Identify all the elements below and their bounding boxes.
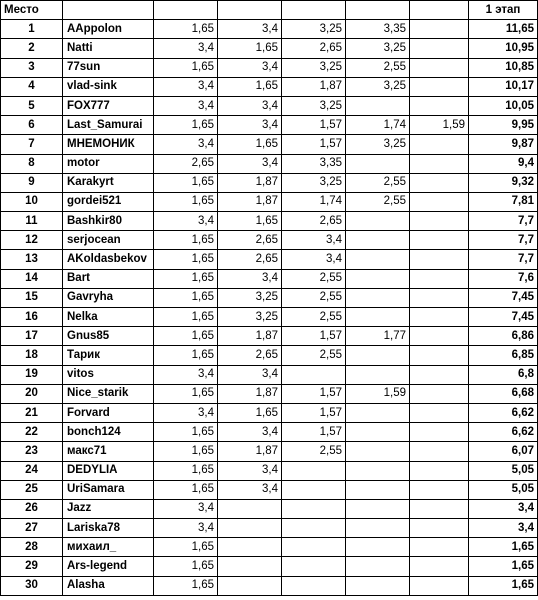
cell-place: 29 [1,557,63,576]
table-row [1,403,538,422]
cell-score-4: 3,35 [346,20,410,39]
cell-score-3: 1,57 [282,327,346,346]
table-row [1,77,538,96]
cell-score-1: 1,65 [154,308,218,327]
table-row [1,499,538,518]
cell-name: gordei521 [63,192,154,211]
cell-score-2: 3,4 [218,269,282,288]
cell-name: 77sun [63,58,154,77]
cell-score-1: 3,4 [154,519,218,538]
cell-score-5 [410,461,469,480]
cell-score-1: 1,65 [154,576,218,595]
table-row [1,116,538,135]
table-row [1,423,538,442]
cell-score-3: 3,25 [282,20,346,39]
cell-score-3: 2,55 [282,346,346,365]
cell-score-2 [218,499,282,518]
cell-score-3 [282,557,346,576]
cell-total: 6,86 [469,327,538,346]
cell-score-5 [410,442,469,461]
cell-score-1: 1,65 [154,384,218,403]
cell-score-1: 1,65 [154,116,218,135]
cell-score-5 [410,308,469,327]
cell-score-1: 1,65 [154,58,218,77]
table-row [1,212,538,231]
table-row [1,58,538,77]
cell-score-4 [346,288,410,307]
cell-score-3: 2,55 [282,308,346,327]
cell-score-1: 3,4 [154,403,218,422]
cell-score-2: 3,4 [218,480,282,499]
cell-score-2: 1,87 [218,327,282,346]
cell-score-1: 3,4 [154,365,218,384]
table-row [1,20,538,39]
cell-score-2: 1,87 [218,384,282,403]
cell-score-5 [410,576,469,595]
cell-score-4 [346,480,410,499]
cell-score-5 [410,480,469,499]
table-row [1,250,538,269]
cell-score-2 [218,538,282,557]
cell-name: Natti [63,39,154,58]
header-score-3 [282,1,346,20]
cell-score-5 [410,384,469,403]
cell-score-3: 2,65 [282,39,346,58]
cell-total: 6,07 [469,442,538,461]
cell-score-1: 1,65 [154,288,218,307]
cell-score-4 [346,423,410,442]
cell-place: 14 [1,269,63,288]
cell-score-1: 1,65 [154,20,218,39]
cell-score-4 [346,519,410,538]
cell-score-4 [346,557,410,576]
cell-name: Gnus85 [63,327,154,346]
cell-name: DEDYLIA [63,461,154,480]
cell-total: 10,95 [469,39,538,58]
header-name [63,1,154,20]
table-row [1,173,538,192]
cell-score-5 [410,58,469,77]
cell-place: 21 [1,403,63,422]
table-row [1,480,538,499]
cell-score-1: 3,4 [154,212,218,231]
cell-score-3 [282,576,346,595]
header-score-5 [410,1,469,20]
cell-total: 3,4 [469,519,538,538]
cell-score-1: 1,65 [154,480,218,499]
cell-score-1: 3,4 [154,77,218,96]
cell-score-5 [410,403,469,422]
cell-score-1: 1,65 [154,346,218,365]
cell-score-4 [346,538,410,557]
cell-score-4: 1,77 [346,327,410,346]
cell-score-3: 1,57 [282,135,346,154]
cell-score-4 [346,269,410,288]
cell-score-3: 3,4 [282,250,346,269]
cell-score-3: 3,35 [282,154,346,173]
cell-name: vlad-sink [63,77,154,96]
cell-total: 7,81 [469,192,538,211]
cell-name: AAppolon [63,20,154,39]
cell-total: 5,05 [469,461,538,480]
cell-score-4: 3,25 [346,135,410,154]
cell-name: Bashkir80 [63,212,154,231]
cell-score-1: 3,4 [154,96,218,115]
cell-score-2: 1,65 [218,77,282,96]
cell-score-3: 1,57 [282,384,346,403]
cell-name: motor [63,154,154,173]
cell-score-3: 3,25 [282,96,346,115]
cell-total: 6,62 [469,403,538,422]
cell-score-5 [410,327,469,346]
cell-total: 5,05 [469,480,538,499]
cell-name: FOX777 [63,96,154,115]
cell-score-5 [410,538,469,557]
cell-total: 3,4 [469,499,538,518]
cell-place: 25 [1,480,63,499]
cell-total: 9,4 [469,154,538,173]
cell-total: 6,8 [469,365,538,384]
cell-place: 27 [1,519,63,538]
cell-score-4: 3,25 [346,39,410,58]
cell-score-5 [410,96,469,115]
cell-total: 1,65 [469,576,538,595]
cell-score-2: 3,4 [218,461,282,480]
cell-score-2: 3,4 [218,423,282,442]
table-row [1,154,538,173]
cell-place: 6 [1,116,63,135]
cell-place: 7 [1,135,63,154]
cell-score-2 [218,557,282,576]
header-total: 1 этап [469,1,538,20]
cell-place: 9 [1,173,63,192]
cell-score-4 [346,231,410,250]
cell-score-4: 2,55 [346,58,410,77]
cell-score-2 [218,576,282,595]
cell-score-4 [346,96,410,115]
cell-place: 13 [1,250,63,269]
table-row [1,346,538,365]
cell-score-3: 1,57 [282,403,346,422]
cell-score-5 [410,365,469,384]
cell-place: 17 [1,327,63,346]
cell-score-5 [410,288,469,307]
cell-score-4 [346,576,410,595]
cell-place: 20 [1,384,63,403]
cell-score-5 [410,20,469,39]
cell-place: 8 [1,154,63,173]
cell-total: 10,17 [469,77,538,96]
cell-score-4: 1,74 [346,116,410,135]
cell-name: vitos [63,365,154,384]
cell-score-2: 1,87 [218,192,282,211]
table-row [1,288,538,307]
cell-total: 11,65 [469,20,538,39]
cell-total: 10,85 [469,58,538,77]
cell-score-2: 3,25 [218,288,282,307]
cell-place: 16 [1,308,63,327]
cell-score-3 [282,480,346,499]
cell-score-1: 1,65 [154,231,218,250]
cell-score-2: 3,4 [218,116,282,135]
cell-total: 6,85 [469,346,538,365]
table-body [1,20,538,596]
cell-place: 11 [1,212,63,231]
cell-score-3 [282,499,346,518]
cell-total: 1,65 [469,557,538,576]
cell-total: 7,45 [469,288,538,307]
header-place: Место [1,1,63,20]
cell-score-3 [282,538,346,557]
cell-score-1: 1,65 [154,538,218,557]
cell-score-3: 1,57 [282,423,346,442]
cell-score-5: 1,59 [410,116,469,135]
cell-total: 7,7 [469,250,538,269]
cell-name: AKoldasbekov [63,250,154,269]
cell-name: Nelka [63,308,154,327]
cell-name: Bart [63,269,154,288]
cell-score-4 [346,250,410,269]
cell-score-2: 3,4 [218,154,282,173]
cell-score-2: 1,87 [218,442,282,461]
cell-total: 7,7 [469,231,538,250]
cell-score-5 [410,192,469,211]
cell-name: Last_Samurai [63,116,154,135]
cell-place: 24 [1,461,63,480]
cell-total: 7,6 [469,269,538,288]
cell-score-5 [410,231,469,250]
cell-score-1: 1,65 [154,250,218,269]
cell-place: 4 [1,77,63,96]
cell-score-2: 1,65 [218,39,282,58]
cell-score-1: 3,4 [154,135,218,154]
cell-score-4 [346,308,410,327]
cell-total: 9,95 [469,116,538,135]
cell-place: 15 [1,288,63,307]
cell-total: 7,7 [469,212,538,231]
cell-name: Ars-legend [63,557,154,576]
table-row [1,39,538,58]
cell-name: михаил_ [63,538,154,557]
cell-name: bonch124 [63,423,154,442]
cell-name: МНЕМОНИК [63,135,154,154]
table-row [1,538,538,557]
cell-score-2: 2,65 [218,250,282,269]
cell-score-3 [282,519,346,538]
cell-score-4: 1,59 [346,384,410,403]
cell-score-3: 1,87 [282,77,346,96]
cell-total: 7,45 [469,308,538,327]
cell-score-5 [410,154,469,173]
cell-total: 1,65 [469,538,538,557]
cell-score-1: 1,65 [154,557,218,576]
cell-place: 18 [1,346,63,365]
cell-score-5 [410,77,469,96]
cell-score-3: 3,25 [282,58,346,77]
cell-score-4 [346,346,410,365]
cell-score-3: 2,55 [282,288,346,307]
cell-place: 1 [1,20,63,39]
cell-score-5 [410,346,469,365]
cell-score-2: 3,4 [218,20,282,39]
cell-name: Lariska78 [63,519,154,538]
table-row [1,442,538,461]
cell-score-1: 3,4 [154,39,218,58]
cell-score-3: 1,57 [282,116,346,135]
cell-place: 12 [1,231,63,250]
cell-score-2: 1,65 [218,135,282,154]
cell-place: 19 [1,365,63,384]
cell-score-2: 3,4 [218,96,282,115]
cell-total: 6,62 [469,423,538,442]
cell-total: 9,32 [469,173,538,192]
table-row [1,269,538,288]
cell-score-5 [410,173,469,192]
cell-place: 26 [1,499,63,518]
cell-total: 9,87 [469,135,538,154]
cell-score-1: 2,65 [154,154,218,173]
table-row [1,519,538,538]
cell-name: Nice_starik [63,384,154,403]
cell-score-5 [410,135,469,154]
cell-score-2: 1,65 [218,403,282,422]
cell-name: Karakyrt [63,173,154,192]
cell-score-3: 3,25 [282,173,346,192]
cell-place: 28 [1,538,63,557]
cell-score-5 [410,499,469,518]
cell-score-4: 3,25 [346,77,410,96]
cell-total: 6,68 [469,384,538,403]
cell-score-5 [410,519,469,538]
cell-score-1: 1,65 [154,327,218,346]
cell-place: 3 [1,58,63,77]
cell-place: 10 [1,192,63,211]
table-row [1,96,538,115]
header-score-2 [218,1,282,20]
table-row [1,576,538,595]
cell-name: Forvard [63,403,154,422]
cell-score-5 [410,269,469,288]
table-row [1,231,538,250]
cell-place: 30 [1,576,63,595]
cell-name: макс71 [63,442,154,461]
cell-score-1: 1,65 [154,423,218,442]
header-score-1 [154,1,218,20]
cell-name: Alasha [63,576,154,595]
table-row [1,557,538,576]
cell-score-1: 1,65 [154,269,218,288]
cell-score-3: 2,55 [282,269,346,288]
header-score-4 [346,1,410,20]
cell-score-4 [346,212,410,231]
cell-name: serjocean [63,231,154,250]
cell-total: 10,05 [469,96,538,115]
cell-name: Gavryha [63,288,154,307]
cell-score-5 [410,39,469,58]
cell-score-4: 2,55 [346,173,410,192]
cell-score-5 [410,423,469,442]
cell-score-2: 2,65 [218,231,282,250]
cell-score-2: 3,25 [218,308,282,327]
cell-score-1: 1,65 [154,192,218,211]
cell-score-5 [410,557,469,576]
cell-place: 2 [1,39,63,58]
cell-score-2: 3,4 [218,58,282,77]
cell-score-3: 3,4 [282,231,346,250]
table-row [1,192,538,211]
table-row [1,327,538,346]
cell-score-1: 1,65 [154,442,218,461]
cell-score-3 [282,365,346,384]
cell-score-1: 3,4 [154,499,218,518]
cell-score-2 [218,519,282,538]
cell-place: 23 [1,442,63,461]
cell-score-4 [346,403,410,422]
header-row [1,1,538,20]
cell-score-4 [346,154,410,173]
cell-score-3: 2,55 [282,442,346,461]
cell-score-4 [346,442,410,461]
table-row [1,135,538,154]
table-row [1,365,538,384]
cell-score-1: 1,65 [154,461,218,480]
cell-score-3: 1,74 [282,192,346,211]
cell-name: Jazz [63,499,154,518]
cell-score-5 [410,212,469,231]
cell-score-2: 3,4 [218,365,282,384]
table-row [1,461,538,480]
table-row [1,308,538,327]
cell-score-4: 2,55 [346,192,410,211]
cell-name: UriSamara [63,480,154,499]
cell-score-1: 1,65 [154,173,218,192]
cell-place: 5 [1,96,63,115]
cell-score-4 [346,461,410,480]
cell-name: Тарик [63,346,154,365]
cell-score-2: 1,87 [218,173,282,192]
cell-score-3: 2,65 [282,212,346,231]
cell-score-2: 1,65 [218,212,282,231]
cell-place: 22 [1,423,63,442]
cell-score-4 [346,365,410,384]
cell-score-3 [282,461,346,480]
cell-score-5 [410,250,469,269]
table-row [1,384,538,403]
cell-score-4 [346,499,410,518]
cell-score-2: 2,65 [218,346,282,365]
